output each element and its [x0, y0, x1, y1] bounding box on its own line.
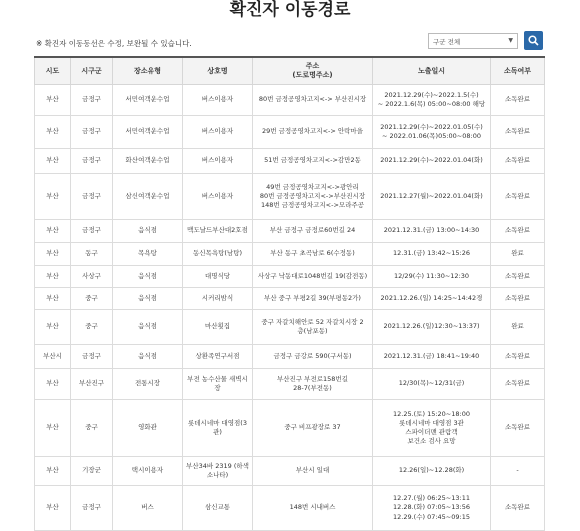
cell-name: 버스이용자 [183, 85, 253, 116]
cell-sido: 부산 [35, 220, 71, 243]
cell-sido: 부산 [35, 486, 71, 531]
table-row [35, 288, 545, 310]
cell-type: 화산여객운수업 [113, 149, 183, 174]
cell-status: 소독완료 [491, 149, 545, 174]
table-row [35, 310, 545, 345]
cell-name: 부산34바 2319 (하색 소나타) [183, 457, 253, 486]
cell-type: 음식점 [113, 220, 183, 243]
cell-name: 상환족연구서점 [183, 345, 253, 369]
cell-status: 소독완료 [491, 486, 545, 531]
cell-name: 맥도날드부산대2호점 [183, 220, 253, 243]
cell-time: 12.26(일)~12.28(화) [373, 457, 491, 486]
cell-status: 소독완료 [491, 116, 545, 149]
cell-gu: 사상구 [71, 266, 113, 288]
cell-type: 서민여객운수업 [113, 85, 183, 116]
col-header-sido: 시도 [35, 57, 71, 85]
cell-sido: 부산 [35, 85, 71, 116]
cell-time: 2021.12.31.(금) 18:41~19:40 [373, 345, 491, 369]
table-row [35, 243, 545, 266]
cell-sido: 부산 [35, 116, 71, 149]
cell-gu: 금정구 [71, 116, 113, 149]
cell-status: 소독완료 [491, 174, 545, 220]
cell-gu: 중구 [71, 310, 113, 345]
cell-type: 전통시장 [113, 369, 183, 400]
cell-name: 시커리밤식 [183, 288, 253, 310]
cell-sido: 부산 [35, 369, 71, 400]
cell-address: 부산진구 부전로158번길 28-7(부전동) [253, 369, 373, 400]
cell-status: 소독완료 [491, 345, 545, 369]
col-header-address: 주소 (도로명주소) [253, 57, 373, 85]
cell-status: 소독완료 [491, 369, 545, 400]
cell-address: 중구 비프광장로 37 [253, 400, 373, 457]
cell-time: 2021.12.29(수)~2022.01.04(화) [373, 149, 491, 174]
cell-gu: 금정구 [71, 345, 113, 369]
cell-address: 29번 금정공영차고지<-> 안락마을 [253, 116, 373, 149]
col-header-business-name: 상호명 [183, 57, 253, 85]
cell-gu: 부산진구 [71, 369, 113, 400]
cell-address: 49번 금정공영차고지<->광안리 80번 금정공영차고지<->부산진시장 148번 금정공영차고지<->모라주공 [253, 174, 373, 220]
cell-sido: 부산시 [35, 345, 71, 369]
table-row [35, 345, 545, 369]
cell-address: 금정구 금강로 590(구서동) [253, 345, 373, 369]
cell-type: 영화관 [113, 400, 183, 457]
table-row [35, 220, 545, 243]
cell-time: 12.31.(금) 13:42~15:26 [373, 243, 491, 266]
cell-gu: 중구 [71, 288, 113, 310]
cell-address: 중구 자갈치해안로 52 자갈치시장 2 층(남포동) [253, 310, 373, 345]
cell-type: 음식점 [113, 345, 183, 369]
cell-name: 롯데시네마 대영점(3 관) [183, 400, 253, 457]
table-row [35, 149, 545, 174]
cell-time: 12.27.(월) 06:25~13:11 12.28.(화) 07:05~13:56 12.29.(수) 07:45~09:15 [373, 486, 491, 531]
table-row [35, 85, 545, 116]
cell-address: 부산 중구 부평2길 39(부평동2가) [253, 288, 373, 310]
chevron-down-icon: ▼ [508, 37, 513, 44]
cell-name: 마산횟집 [183, 310, 253, 345]
table-row [35, 369, 545, 400]
cell-time: 2021.12.27(월)~2022.01.04(화) [373, 174, 491, 220]
cell-address: 80번 금정공영차고지<-> 부산진시장 [253, 85, 373, 116]
search-icon [528, 35, 539, 46]
col-header-disinfection: 소독여부 [491, 57, 545, 85]
cell-address: 부산시 일대 [253, 457, 373, 486]
cell-status: 완료 [491, 243, 545, 266]
cell-sido: 부산 [35, 400, 71, 457]
route-table [34, 56, 545, 531]
cell-name: 부전 농수산물 새벽시 장 [183, 369, 253, 400]
cell-sido: 부산 [35, 288, 71, 310]
table-row [35, 457, 545, 486]
cell-gu: 금정구 [71, 149, 113, 174]
col-header-sigungu: 시구군 [71, 57, 113, 85]
cell-address: 사상구 낙동대로1048번길 19(감전동) [253, 266, 373, 288]
cell-type: 음식점 [113, 266, 183, 288]
cell-type: 음식점 [113, 288, 183, 310]
cell-type: 서민여객운수업 [113, 116, 183, 149]
cell-type: 음식점 [113, 310, 183, 345]
cell-name: 대명식당 [183, 266, 253, 288]
cell-gu: 기장군 [71, 457, 113, 486]
cell-name: 버스이용자 [183, 149, 253, 174]
cell-time: 2021.12.26.(일)12:30~13:37) [373, 310, 491, 345]
cell-time: 12.25.(토) 15:20~18:00 롯데시네마 대영점 3관 스파이더맨 관람객 보건소 검사 요망 [373, 400, 491, 457]
cell-sido: 부산 [35, 310, 71, 345]
col-header-exposure-time: 노출일시 [373, 57, 491, 85]
cell-sido: 부산 [35, 457, 71, 486]
notice-text: ※ 확진자 이동동선은 수정, 보완될 수 있습니다. [36, 39, 192, 48]
cell-status: 소독완료 [491, 85, 545, 116]
district-select-value: 구군 전체 [433, 38, 461, 46]
page-title: 확진자 이동경로 [229, 0, 351, 20]
cell-time: 2021.12.26.(일) 14:25~14:42경 [373, 288, 491, 310]
cell-gu: 금정구 [71, 174, 113, 220]
cell-status: 완료 [491, 310, 545, 345]
cell-sido: 부산 [35, 266, 71, 288]
cell-status: - [491, 457, 545, 486]
cell-name: 동신목욕탕(남탕) [183, 243, 253, 266]
cell-gu: 동구 [71, 243, 113, 266]
cell-name: 버스이용자 [183, 116, 253, 149]
table-row [35, 266, 545, 288]
cell-address: 148번 시내버스 [253, 486, 373, 531]
cell-gu: 금정구 [71, 85, 113, 116]
table-row [35, 486, 545, 531]
cell-name: 삼신교통 [183, 486, 253, 531]
cell-status: 소독완료 [491, 288, 545, 310]
cell-type: 택시이용자 [113, 457, 183, 486]
cell-name: 버스이용자 [183, 174, 253, 220]
col-header-place-type: 장소유형 [113, 57, 183, 85]
cell-type: 버스 [113, 486, 183, 531]
table-header-row [35, 57, 545, 85]
cell-time: 12/30(목)~12/31(금) [373, 369, 491, 400]
cell-time: 2021.12.31.(금) 13:00~14:30 [373, 220, 491, 243]
table-row [35, 116, 545, 149]
district-select[interactable] [428, 33, 518, 49]
cell-status: 소독완료 [491, 400, 545, 457]
search-button[interactable] [524, 31, 543, 50]
table-row [35, 400, 545, 457]
cell-gu: 금정구 [71, 220, 113, 243]
cell-sido: 부산 [35, 174, 71, 220]
cell-address: 51번 금정공영차고지<->감만2동 [253, 149, 373, 174]
cell-address: 부산 동구 초곡남로 6(수정동) [253, 243, 373, 266]
cell-address: 부산 금정구 금정로60번길 24 [253, 220, 373, 243]
cell-status: 소독완료 [491, 266, 545, 288]
cell-type: 삼신여객운수업 [113, 174, 183, 220]
cell-gu: 중구 [71, 400, 113, 457]
cell-time: 2021.12.29(수)~2022.01.05(수) ~ 2022.01.06(목)05:00~08:00 [373, 116, 491, 149]
cell-time: 12/29(수) 11:30~12:30 [373, 266, 491, 288]
cell-sido: 부산 [35, 243, 71, 266]
cell-time: 2021.12.29(수)~2022.1.5(수) ~ 2022.1.6(목) 05:00~08:00 해당 [373, 85, 491, 116]
table-row [35, 174, 545, 220]
cell-type: 목욕탕 [113, 243, 183, 266]
cell-sido: 부산 [35, 149, 71, 174]
cell-status: 소독완료 [491, 220, 545, 243]
cell-gu: 금정구 [71, 486, 113, 531]
